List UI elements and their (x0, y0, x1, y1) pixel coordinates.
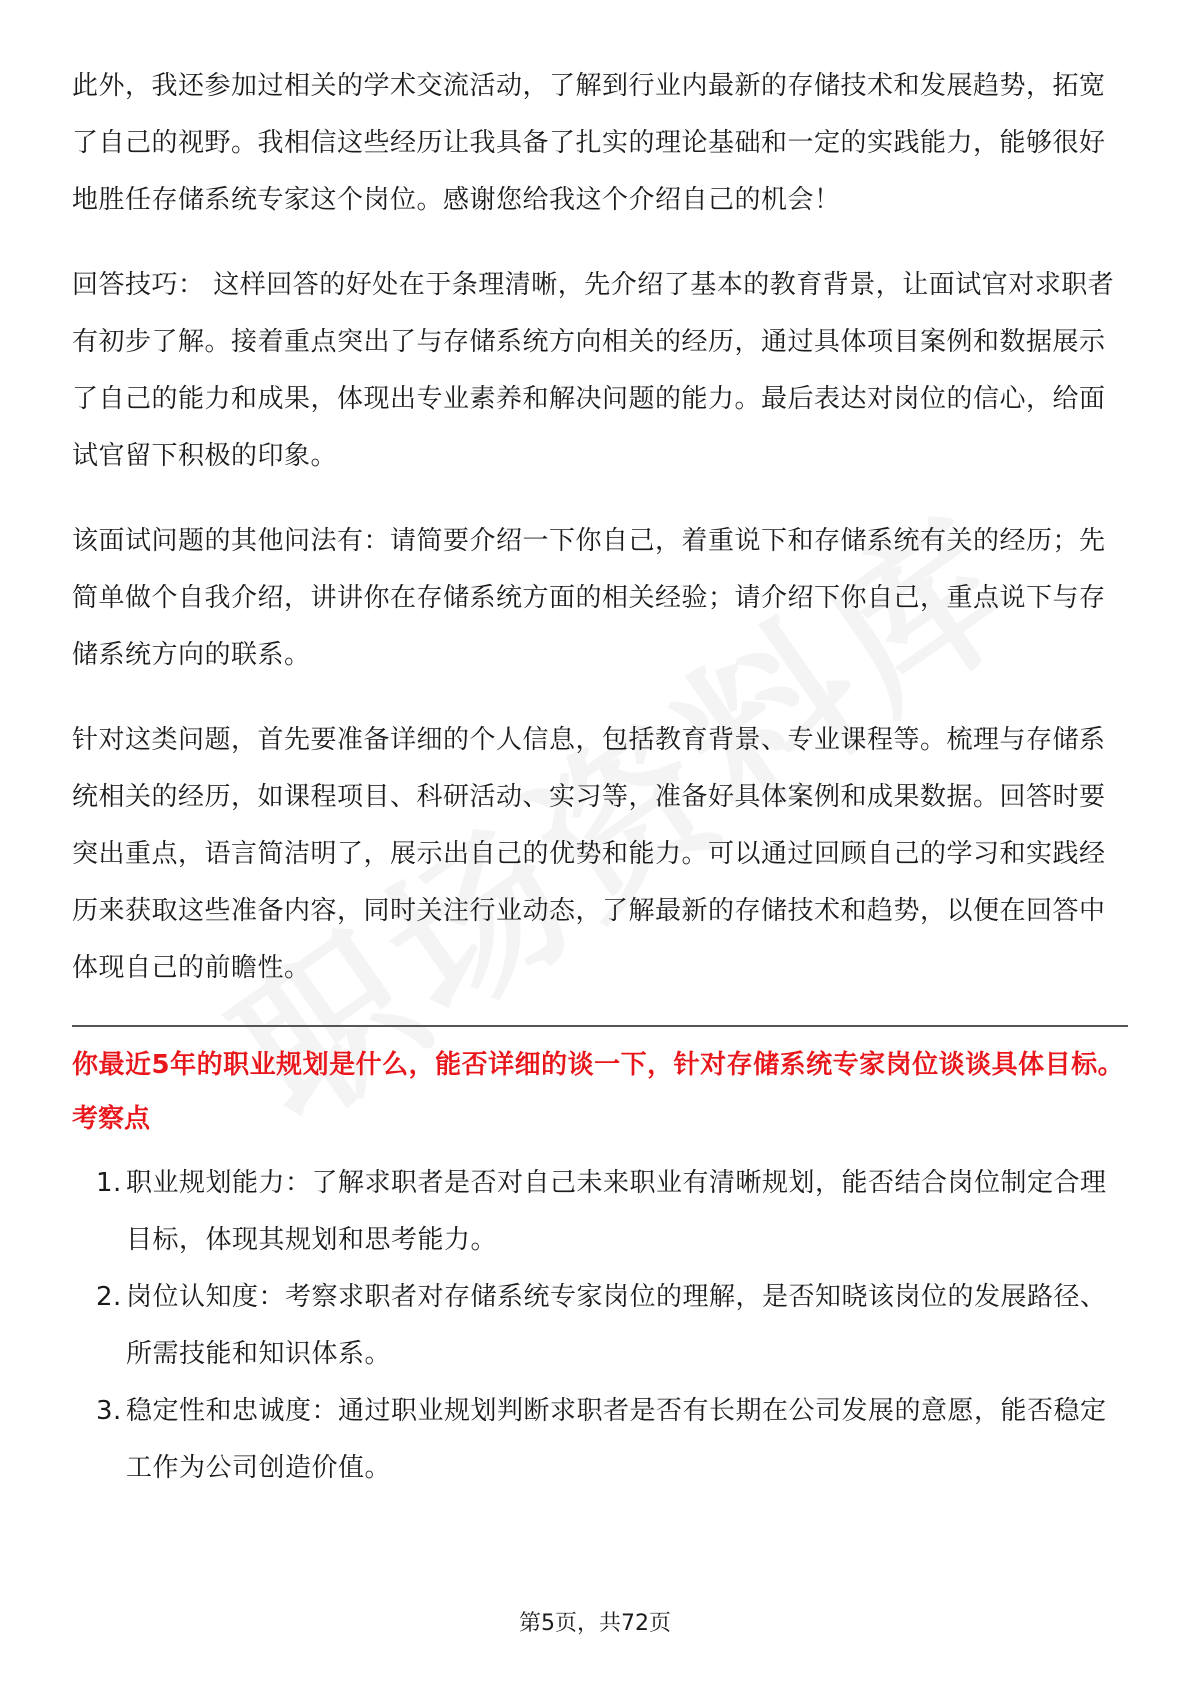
list-item (72, 1155, 1128, 1269)
section-divider (72, 1025, 1128, 1027)
list-item-text: 稳定性和忠诚度：通过职业规划判断求职者是否有长期在公司发展的意愿，能否稳定工作为公司创造价值。 (126, 1396, 1107, 1483)
paragraph-answer-tips: 回答技巧： 这样回答的好处在于条理清晰，先介绍了基本的教育背景，让面试官对求职者有初步了解。接着重点突出了与存储系统方向相关的经历，通过具体项目案例和数据展示了自己的能力和成果，体现出专业素养和解决问题的能力。最后表达对岗位的信心，给面试官留下积极的印象。 (72, 270, 1115, 471)
paragraph-preparation-advice: 针对这类问题，首先要准备详细的个人信息，包括教育背景、专业课程等。梳理与存储系统相关的经历，如课程项目、科研活动、实习等，准备好具体案例和成果数据。回答时要突出重点，语言简洁明了，展示出自己的优势和能力。可以通过回顾自己的学习和实践经历来获取这些准备内容，同时关注行业动态，了解最新的存储技术和趋势，以便在回答中体现自己的前瞻性。 (72, 725, 1106, 983)
list-item-number: 3. (96, 1396, 122, 1426)
question-heading: 你最近5年的职业规划是什么，能否详细的谈一下，针对存储系统专家岗位谈谈具体目标。 (72, 1050, 1125, 1080)
list-item-number: 1. (96, 1168, 122, 1198)
list-item-text: 职业规划能力：了解求职者是否对自己未来职业有清晰规划，能否结合岗位制定合理目标，体现其规划和思考能力。 (126, 1168, 1107, 1255)
page-content (72, 58, 1128, 1497)
assessment-points-list (72, 1155, 1128, 1497)
list-item (72, 1269, 1128, 1383)
page-footer: 第5页，共72页 (519, 1611, 671, 1636)
paragraph-alternative-questions: 该面试问题的其他问法有：请简要介绍一下你自己，着重说下和存储系统有关的经历；先简单做个自我介绍，讲讲你在存储系统方面的相关经验；请介绍下你自己，重点说下与存储系统方向的联系。 (72, 526, 1106, 670)
paragraph-intro-closing: 此外，我还参加过相关的学术交流活动，了解到行业内最新的存储技术和发展趋势，拓宽了自己的视野。我相信这些经历让我具备了扎实的理论基础和一定的实践能力，能够很好地胜任存储系统专家这个岗位。感谢您给我这个介绍自己的机会！ (72, 71, 1106, 215)
list-item (72, 1383, 1128, 1497)
list-item-text: 岗位认知度：考察求职者对存储系统专家岗位的理解，是否知晓该岗位的发展路径、所需技能和知识体系。 (126, 1282, 1107, 1369)
list-item-number: 2. (96, 1282, 122, 1312)
assessment-points-label: 考察点 (72, 1104, 151, 1134)
